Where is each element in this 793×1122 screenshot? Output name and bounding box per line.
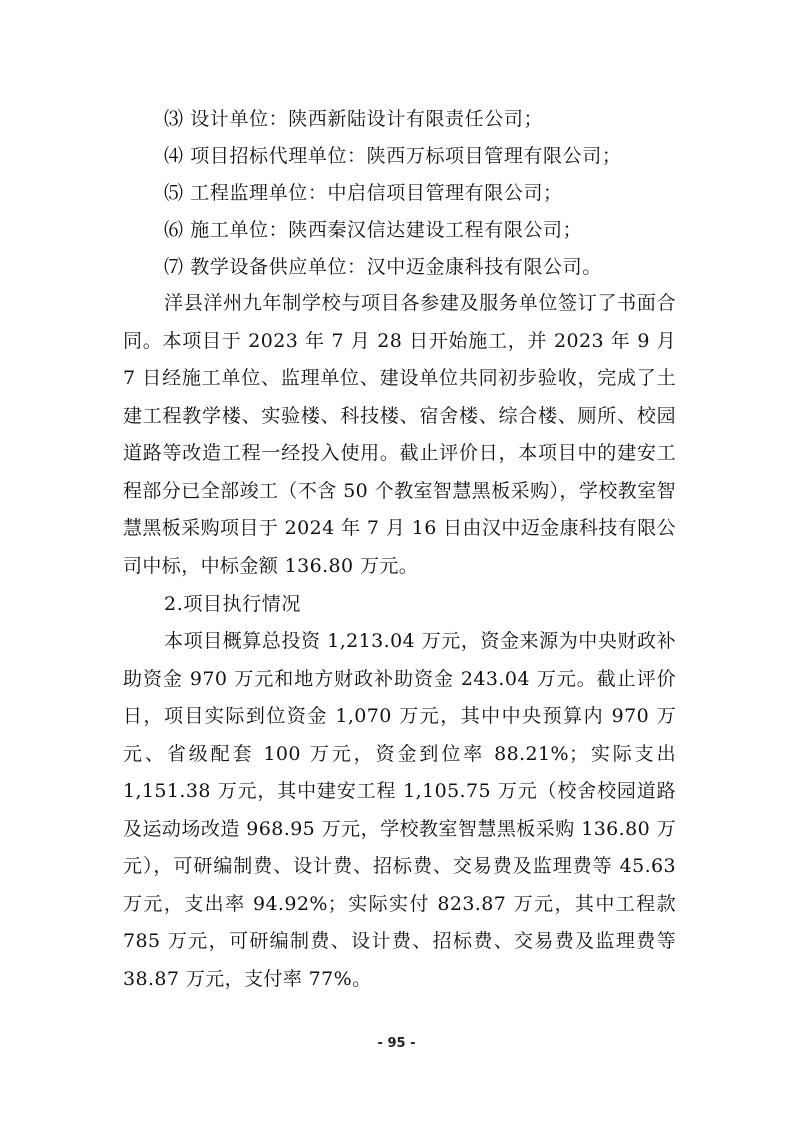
list-item-design-unit: ⑶ 设计单位：陕西新陆设计有限责任公司； (164, 108, 544, 130)
section-heading: 2.项目执行情况 (164, 593, 301, 615)
participating-units-list (164, 101, 684, 286)
page-number: - 95 - (377, 1036, 416, 1051)
list-item-bidding-agent: ⑷ 项目招标代理单位：陕西万标项目管理有限公司； (164, 145, 622, 167)
list-item-construction-unit: ⑹ 施工单位：陕西秦汉信达建设工程有限公司； (164, 219, 583, 241)
paragraph-execution: 本项目概算总投资 1,213.04 万元，资金来源为中央财政补助资金 970 万元和地方财政补助资金 243.04 万元。截止评价日，项目实际到位资金 1,070 万元，其中中央预算内 970 万元、省级配套 100 万元，资金到位率 88.21%；实际支出 1,151.38 万元，其中建安工程 1,105.75 万元（校舍校园道路及运动场改造 968.95 万元，学校教室智慧黑板采购 136.80 万元），可研编制费、设计费、招标费、交易费及监理费等 45.63 万元，支出率 94.92%；实际实付 823.87 万元，其中工程款 785 万元，可研编制费、设计费、招标费、交易费及监理费等 38.87 万元，支付率 77%。 (123, 630, 676, 990)
paragraph-contract: 洋县洋州九年制学校与项目各参建及服务单位签订了书面合同。本项目于 2023 年 7 月 28 日开始施工，并 2023 年 9 月 7 日经施工单位、监理单位、建设单位共同初步验收，完成了土建工程教学楼、实验楼、科技楼、宿舍楼、综合楼、厕所、校园道路等改造工程一经投入使用。截止评价日，本项目中的建安工程部分已全部竣工（不含 50 个教室智慧黑板采购），学校教室智慧黑板采购项目于 2024 年 7 月 16 日由汉中迈金康科技有限公司中标，中标金额 136.80 万元。 (123, 292, 676, 577)
list-item-equipment-supplier: ⑺ 教学设备供应单位：汉中迈金康科技有限公司。 (164, 256, 602, 278)
list-item-supervision-unit: ⑸ 工程监理单位：中启信项目管理有限公司； (164, 182, 563, 204)
